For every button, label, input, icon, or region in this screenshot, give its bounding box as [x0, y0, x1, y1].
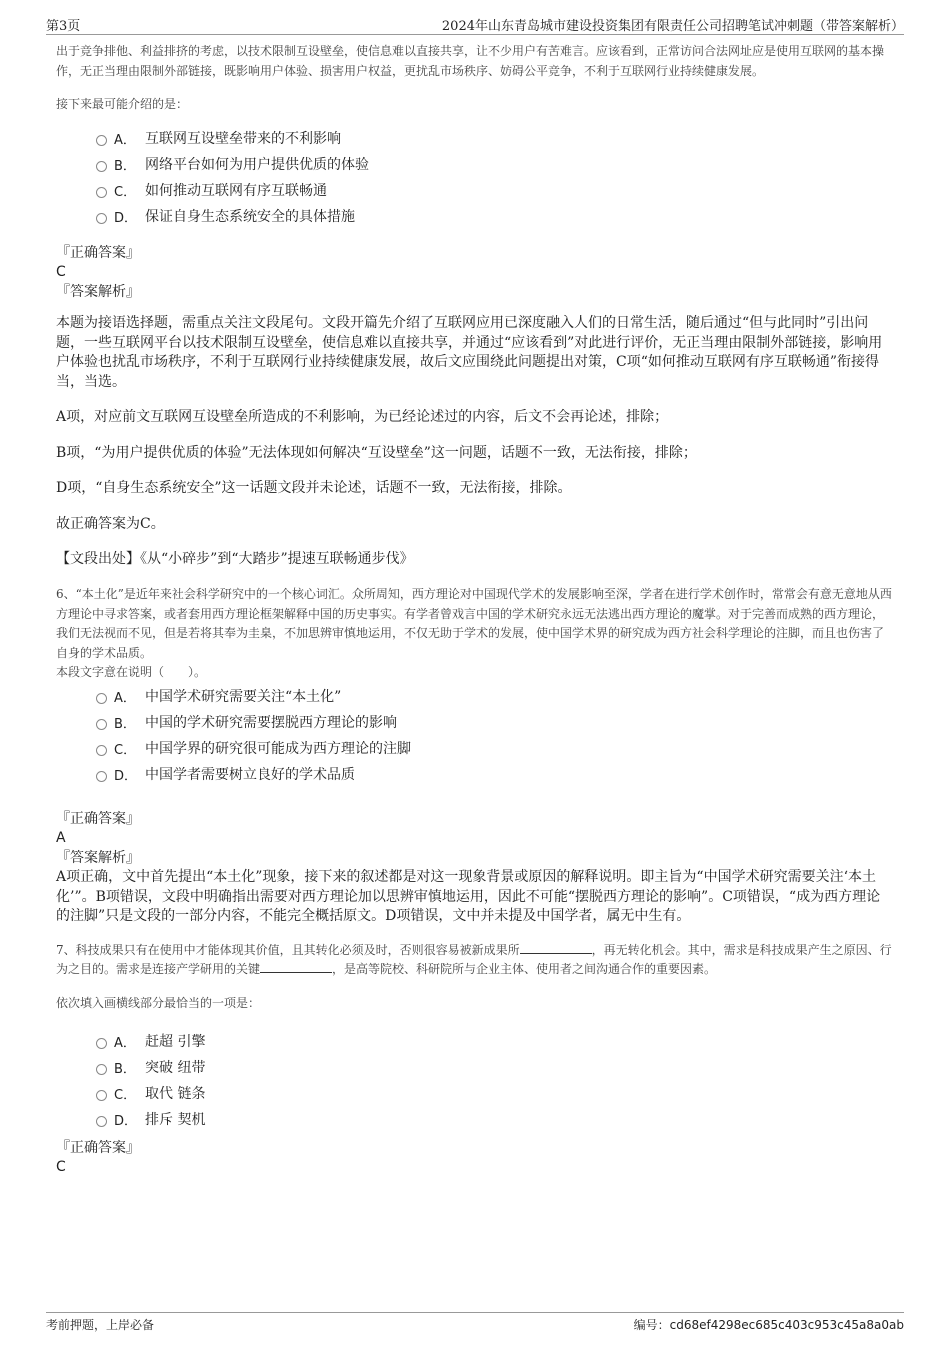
q5-option-a[interactable]: A． 互联网互设壁垒带来的不利影响: [56, 126, 894, 152]
q6-option-d[interactable]: D． 中国学者需要树立良好的学术品质: [56, 762, 894, 788]
q5-analysis-b: B项，“为用户提供优质的体验”无法体现如何解决“互设壁垒”这一问题，话题不一致，无法衔接，排除；: [56, 444, 697, 461]
q5-answer: C: [56, 264, 66, 280]
document-body: [56, 42, 894, 1176]
q5-analysis: 本题为接语选择题，需重点关注文段尾句。文段开篇先介绍了互联网应用已深度融入人们的日常生活，随后通过“但与此同时”引出问题，一些互联网平台以技术限制互设壁垒，使信息难以直接共享，并通过“应该看到”对此进行评价，无正当理由限制外部链接，影响用户体验也扰乱市场秩序，不利于互联网行业持续健康发展，故后文应围绕此问题提出对策，C项“如何推动互联网有序互联畅通”衔接得当，当选。: [56, 315, 883, 390]
q7-option-a[interactable]: A． 赶超 引擎: [56, 1029, 894, 1055]
radio-icon[interactable]: [96, 745, 107, 756]
q5-analysis-label: 『答案解析』: [56, 284, 140, 300]
q6-answer-label: 『正确答案』: [56, 811, 140, 827]
q5-conclusion: 故正确答案为C。: [56, 515, 165, 532]
q7-answer-label: 『正确答案』: [56, 1139, 140, 1156]
q6-analysis: A项正确，文中首先提出“本土化”现象，接下来的叙述都是对这一现象背景或原因的解释说明。即主旨为“中国学术研究需要关注‘本土化’”。B项错误，文段中明确指出需要对西方理论加以思辨审慎地运用，因此不可能“摆脱西方理论的影响”。C项错误，“成为西方理论的注脚”只是文段的一部分内容，不能完全概括原文。D项错误，文中并未提及中国学者，属无中生有。: [56, 869, 881, 924]
q6-answer: A: [56, 830, 66, 846]
q7-option-b[interactable]: B． 突破 纽带: [56, 1055, 894, 1081]
document-title: 2024年山东青岛城市建设投资集团有限责任公司招聘笔试冲刺题（带答案解析）: [441, 19, 904, 34]
radio-icon[interactable]: [96, 771, 107, 782]
page-footer: [46, 1312, 904, 1337]
radio-icon[interactable]: [96, 1038, 107, 1049]
fill-blank-1[interactable]: [520, 941, 592, 954]
q5-analysis-d: D项，“自身生态系统安全”这一话题文段并未论述，话题不一致，无法衔接，排除。: [56, 480, 572, 496]
q7-options: [56, 1029, 894, 1133]
q6-passage: 6、“本土化”是近年来社会科学研究中的一个核心词汇。众所周知，西方理论对中国现代学术的发展影响至深，学者在进行学术创作时，常常会有意无意地从西方理论中寻求答案，或者套用西方理论框架解释中国的历史事实。有学者曾戏言中国的学术研究永远无法逃出西方理论的魔掌。对于完善而成熟的西方理论，我们无法视而不见，但是若将其奉为圭臬，不加思辨审慎地运用，不仅无助于学术的发展，使中国学术界的研究成为西方社会科学理论的注脚，而且也伤害了自身的学术品质。: [56, 587, 892, 660]
q6-option-a[interactable]: A． 中国学术研究需要关注“本土化”: [56, 684, 894, 710]
radio-icon[interactable]: [96, 135, 107, 146]
radio-icon[interactable]: [96, 1116, 107, 1127]
fill-blank-2[interactable]: [260, 960, 332, 973]
q6-option-c[interactable]: C． 中国学界的研究很可能成为西方理论的注脚: [56, 736, 894, 762]
q6-options: [56, 684, 894, 788]
q7-answer: C: [56, 1158, 66, 1175]
page-header: [46, 12, 904, 35]
q5-prompt: 接下来最可能介绍的是：: [56, 97, 189, 111]
radio-icon[interactable]: [96, 719, 107, 730]
q5-analysis-a: A项，对应前文互联网互设壁垒所造成的不利影响，为已经论述过的内容，后文不会再论述，排除；: [56, 409, 669, 425]
q5-option-c[interactable]: C． 如何推动互联网有序互联畅通: [56, 178, 894, 204]
q5-source: 【文段出处】《从“小碎步”到“大踏步”提速互联畅通步伐》: [56, 551, 414, 567]
radio-icon[interactable]: [96, 1090, 107, 1101]
radio-icon[interactable]: [96, 213, 107, 224]
document-code: cd68ef4298ec685c403c953c45a8a0ab: [669, 1318, 904, 1332]
q6-prompt: 本段文字意在说明（ ）。: [56, 665, 207, 679]
radio-icon[interactable]: [96, 693, 107, 704]
footer-code: 编号：cd68ef4298ec685c403c953c45a8a0ab: [633, 1318, 904, 1332]
footer-note: 考前押题，上岸必备: [46, 1318, 155, 1332]
q7-prompt: 依次填入画横线部分最恰当的一项是：: [56, 995, 261, 1010]
q7-passage: 7、科技成果只有在使用中才能体现其价值，且其转化必须及时，否则很容易被新成果所 ，再无转化机会。其中，需求是科技成果产生之原因、行为之目的。需求是连接产学研用的关键 ，是高等院校、科研院所与企业主体、使用者之间沟通合作的重要因素。: [56, 942, 892, 976]
q5-option-b[interactable]: B． 网络平台如何为用户提供优质的体验: [56, 152, 894, 178]
page-number: 第3页: [46, 19, 81, 34]
q5-passage: 出于竞争排他、利益排挤的考虑，以技术限制互设壁垒，使信息难以直接共享，让不少用户有苦难言。应该看到，正常访问合法网址应是使用互联网的基本操作，无正当理由限制外部链接，既影响用户体验、损害用户权益，更扰乱市场秩序、妨碍公平竞争，不利于互联网行业持续健康发展。: [56, 44, 885, 78]
q7-option-c[interactable]: C． 取代 链条: [56, 1081, 894, 1107]
radio-icon[interactable]: [96, 1064, 107, 1075]
q5-options: [56, 126, 894, 230]
q6-analysis-label: 『答案解析』: [56, 850, 140, 866]
q7-option-d[interactable]: D． 排斥 契机: [56, 1107, 894, 1133]
q5-answer-label: 『正确答案』: [56, 245, 140, 261]
radio-icon[interactable]: [96, 187, 107, 198]
q6-option-b[interactable]: B． 中国的学术研究需要摆脱西方理论的影响: [56, 710, 894, 736]
q5-option-d[interactable]: D． 保证自身生态系统安全的具体措施: [56, 204, 894, 230]
radio-icon[interactable]: [96, 161, 107, 172]
